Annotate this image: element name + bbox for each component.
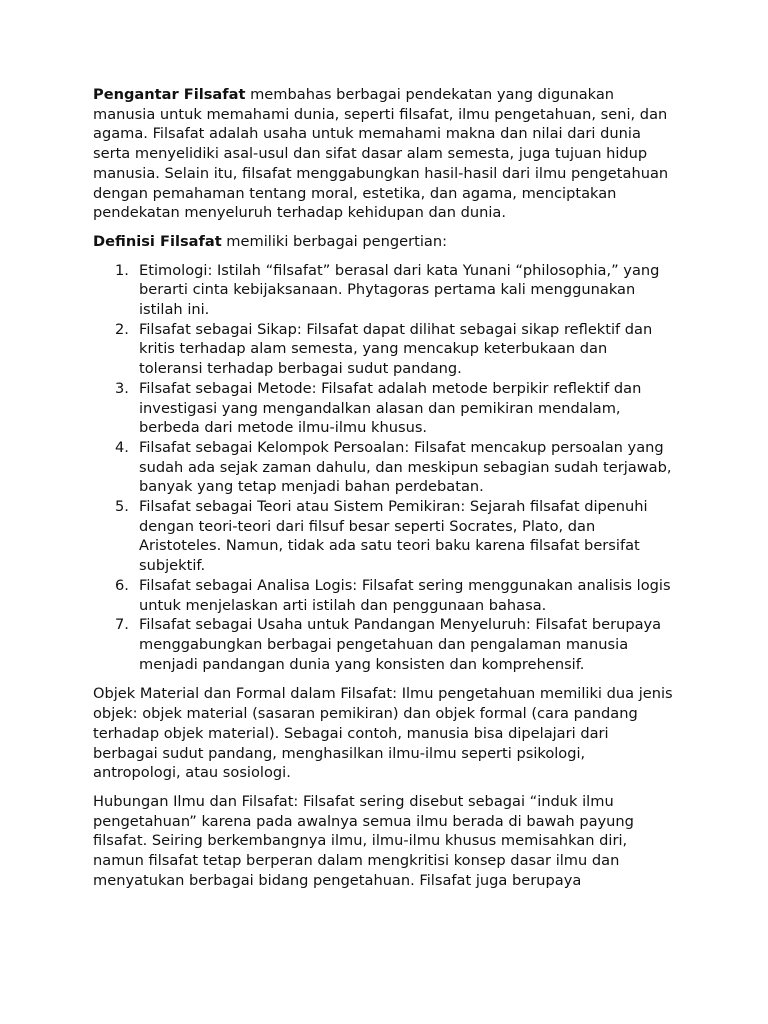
list-item-text: Filsafat sebagai Sikap: Filsafat dapat dilihat sebagai sikap reflektif dan kritis terhadap alam semesta, yang mencakup keterbukaan dan toleransi terhadap berbagai sudut pandang. (139, 320, 653, 378)
list-item-text: Etimologi: Istilah “filsafat” berasal dari kata Yunani “philosophia,” yang berarti cinta kebijaksanaan. Phytagoras pertama kali menggunakan istilah ini. (139, 261, 660, 319)
list-item-text: Filsafat sebagai Metode: Filsafat adalah metode berpikir reflektif dan investigasi yang mengandalkan alasan dan pemikiran mendalam, berbeda dari metode ilmu-ilmu khusus. (139, 379, 642, 437)
list-item (93, 261, 675, 320)
definisi-paragraph (93, 232, 675, 252)
list-item-number: 3. (115, 379, 129, 397)
definisi-lead: Definisi Filsafat (93, 232, 222, 250)
hubungan-paragraph: Hubungan Ilmu dan Filsafat: Filsafat sering disebut sebagai “induk ilmu pengetahuan” karena pada awalnya semua ilmu berada di bawah payung filsafat. Seiring berkembangnya ilmu, ilmu-ilmu khusus memisahkan diri, namun filsafat tetap berperan dalam mengkritisi konsep dasar ilmu dan menyatukan berbagai bidang pengetahuan. Filsafat juga berupaya (93, 792, 634, 889)
list-item-text: Filsafat sebagai Kelompok Persoalan: Filsafat mencakup persoalan yang sudah ada sejak zaman dahulu, dan meskipun sebagian sudah terjawab, banyak yang tetap menjadi bahan perdebatan. (139, 438, 672, 496)
list-item-number: 4. (115, 438, 129, 456)
definisi-text: memiliki berbagai pengertian: (221, 232, 447, 250)
list-item-number: 6. (115, 576, 129, 594)
list-item (93, 615, 675, 674)
list-item-number: 7. (115, 616, 129, 634)
list-item-text: Filsafat sebagai Analisa Logis: Filsafat sering menggunakan analisis logis untuk menjelaskan arti istilah dan penggunaan bahasa. (139, 576, 671, 614)
list-item-text: Filsafat sebagai Usaha untuk Pandangan Menyeluruh: Filsafat berupaya menggabungkan berbagai pengetahuan dan pengalaman manusia menjadi pandangan dunia yang konsisten dan komprehensif. (139, 616, 662, 673)
list-item-text: Filsafat sebagai Teori atau Sistem Pemikiran: Sejarah filsafat dipenuhi dengan teori-teori dari filsuf besar seperti Socrates, Plato, dan Aristoteles. Namun, tidak ada satu teori baku karena filsafat bersifat subjektif. (139, 498, 648, 575)
intro-lead: Pengantar Filsafat (93, 86, 246, 103)
list-item-number: 2. (115, 320, 129, 338)
list-item-number: 5. (115, 498, 129, 516)
list-item (93, 576, 675, 615)
list-item (93, 320, 675, 379)
document-page (93, 85, 675, 899)
objek-paragraph: Objek Material dan Formal dalam Filsafat: Ilmu pengetahuan memiliki dua jenis objek: objek material (sasaran pemikiran) dan objek formal (cara pandang terhadap objek material). Sebagai contoh, manusia bisa dipelajari dari berbagai sudut pandang, menghasilkan ilmu-ilmu seperti psikologi, antropologi, atau sosiologi. (93, 685, 673, 782)
list-item (93, 497, 675, 576)
list-item (93, 379, 675, 438)
definition-list (93, 261, 675, 675)
list-item-number: 1. (115, 261, 129, 279)
list-item (93, 438, 675, 497)
intro-text: membahas berbagai pendekatan yang digunakan manusia untuk memahami dunia, seperti filsafat, ilmu pengetahuan, seni, dan agama. Filsafat adalah usaha untuk memahami makna dan nilai dari dunia serta menyelidiki asal-usul dan sifat dasar alam semesta, juga tujuan hidup manusia. Selain itu, filsafat menggabungkan hasil-hasil dari ilmu pengetahuan dengan pemahaman tentang moral, estetika, dan agama, menciptakan pendekatan menyeluruh terhadap kehidupan dan dunia. (93, 86, 669, 222)
intro-paragraph (93, 85, 675, 223)
